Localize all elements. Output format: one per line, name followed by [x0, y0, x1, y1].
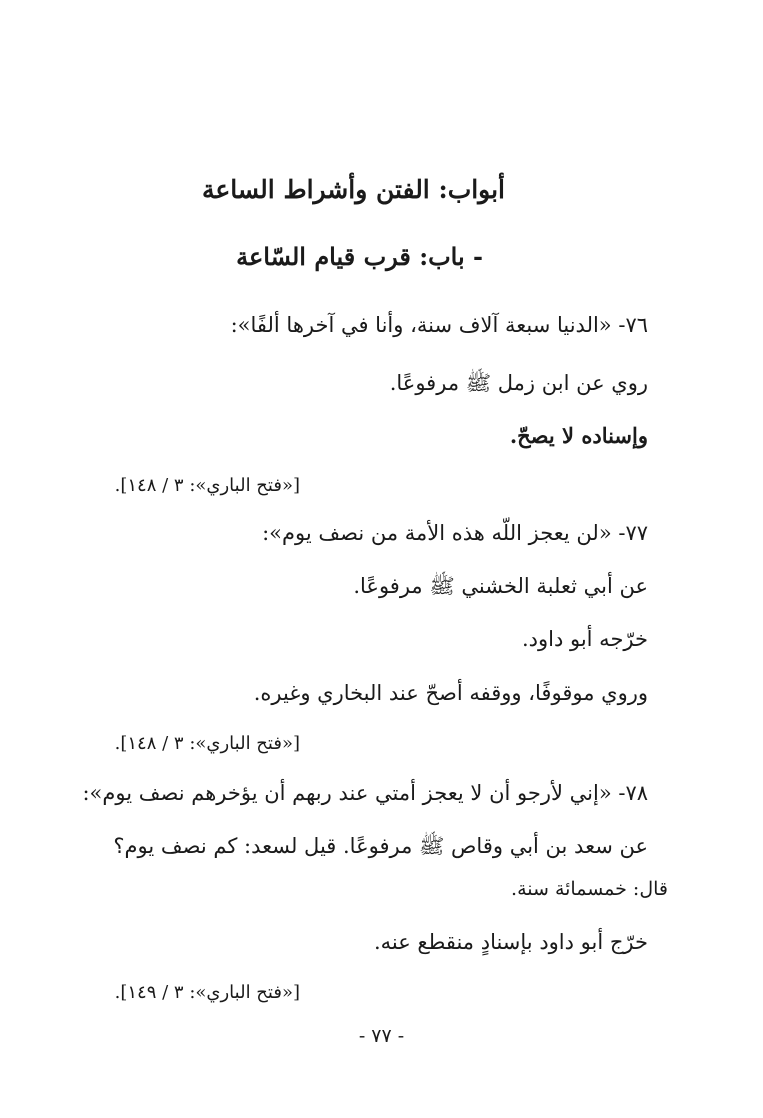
entry-77-line-1: عن أبي ثعلبة الخشني ﷺ مرفوعًا.: [353, 574, 648, 598]
entry-78-title: ٧٨- «إني لأرجو أن لا يعجز أمتي عند ربهم أن يؤخرهم نصف يوم»:: [82, 781, 648, 805]
entry-78-line-1: عن سعد بن أبي وقاص ﷺ مرفوعًا. قيل لسعد: كم نصف يوم؟: [113, 834, 648, 858]
entry-77-line-3: وروي موقوفًا، ووقفه أصحّ عند البخاري وغيره.: [253, 681, 648, 705]
entry-76-line-1: روي عن ابن زمل ﷺ مرفوعًا.: [389, 371, 648, 395]
page-number: - ٧٧ -: [358, 1025, 405, 1047]
entry-77-reference: [«فتح الباري»: ٣ / ١٤٨].: [114, 733, 300, 754]
chapter-heading: أبواب: الفتن وأشراط الساعة: [201, 175, 505, 204]
entry-78-line-2: قال: خمسمائة سنة.: [511, 878, 668, 900]
entry-76-title: ٧٦- «الدنيا سبعة آلاف سنة، وأنا في آخرها ألفًا»:: [230, 313, 648, 337]
section-heading: - باب: قرب قيام السّاعة: [236, 242, 483, 271]
entry-77-line-2: خرّجه أبو داود.: [521, 627, 648, 651]
entry-76-line-2: وإسناده لا يصحّ.: [509, 423, 648, 448]
entry-78-line-3: خرّج أبو داود بإسنادٍ منقطع عنه.: [373, 930, 648, 954]
entry-76-reference: [«فتح الباري»: ٣ / ١٤٨].: [114, 475, 300, 496]
entry-78-reference: [«فتح الباري»: ٣ / ١٤٩].: [114, 982, 300, 1003]
entry-77-title: ٧٧- «لن يعجز اللّه هذه الأمة من نصف يوم»:: [262, 521, 648, 545]
